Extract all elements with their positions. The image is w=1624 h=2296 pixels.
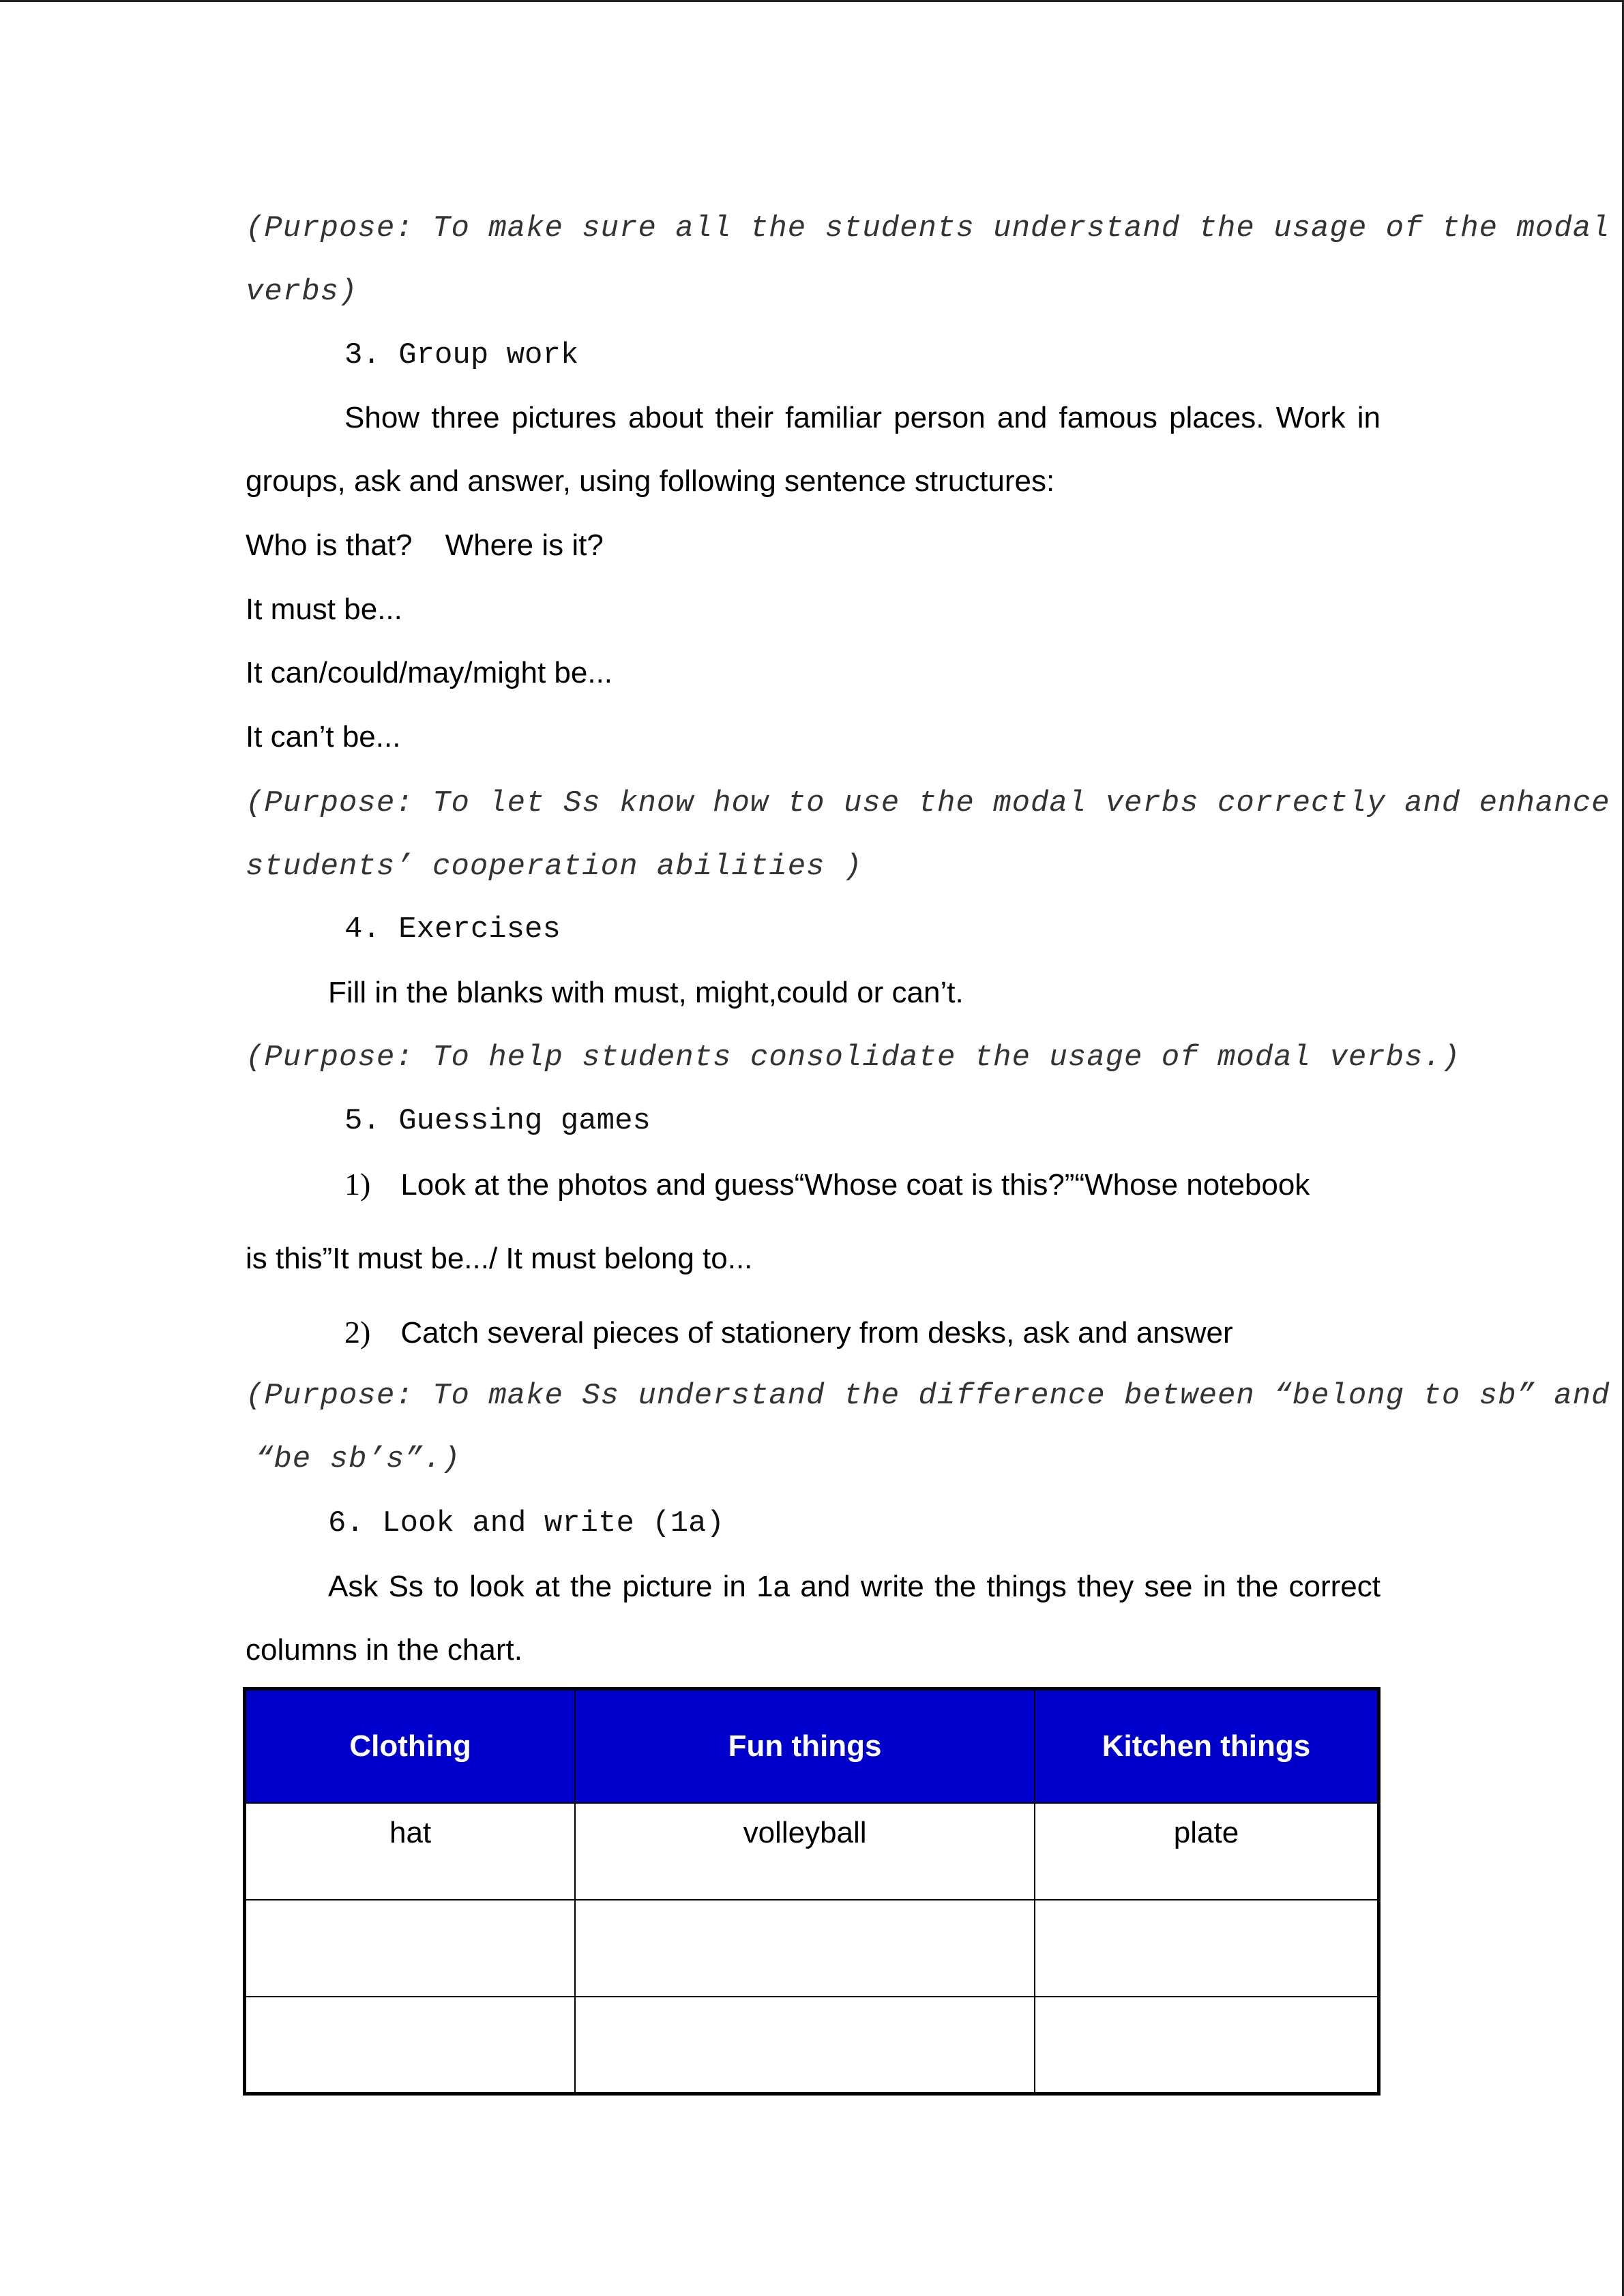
question-where: Where is it? — [445, 528, 604, 562]
section-4-desc: Fill in the blanks with must, might,could or can’t. — [328, 976, 964, 1009]
table-cell — [245, 1900, 576, 1997]
table-cell — [575, 1997, 1035, 2093]
page-top-border — [0, 0, 1624, 2]
header-kitchen-things: Kitchen things — [1035, 1689, 1379, 1804]
section-4-title: Exercises — [398, 912, 561, 946]
section-3-number: 3. — [344, 338, 381, 372]
section-6-desc-line-2: columns in the chart. — [246, 1633, 522, 1667]
section-4-heading — [344, 912, 561, 946]
item-2-number: 2) — [344, 1315, 371, 1350]
section-5-item-1 — [344, 1166, 1381, 1202]
item-2-text: Catch several pieces of stationery from desks, ask and answer — [400, 1316, 1233, 1350]
table-header-row — [245, 1689, 1379, 1804]
purpose-4-line-1: (Purpose: To make Ss understand the difference between “belong to sb” and — [246, 1379, 1610, 1413]
section-4-number: 4. — [344, 912, 381, 946]
table-cell: plate — [1035, 1803, 1379, 1900]
question-who: Who is that? — [246, 528, 413, 562]
table-cell — [1035, 1997, 1379, 2093]
section-5-item-2 — [344, 1314, 1233, 1350]
section-5-item-1-line-2: is this”It must be.../ It must belong to... — [246, 1242, 753, 1275]
structure-can-could: It can/could/may/might be... — [246, 656, 613, 689]
table-cell — [245, 1997, 576, 2093]
section-6-heading — [328, 1506, 724, 1540]
header-clothing: Clothing — [245, 1689, 576, 1804]
section-3-heading — [344, 338, 578, 372]
item-1-text: Look at the photos and guess“Whose coat is this?”“Whose notebook — [400, 1168, 1310, 1202]
purpose-2-line-2: students’ cooperation abilities ) — [246, 850, 863, 884]
header-fun-things: Fun things — [575, 1689, 1035, 1804]
purpose-1-line-2: verbs) — [246, 275, 358, 309]
structure-must: It must be... — [246, 593, 402, 626]
table-cell: volleyball — [575, 1803, 1035, 1900]
section-3-desc-line-1: Show three pictures about their familiar person and famous places. Work in — [344, 401, 1381, 434]
section-6-desc-line-1: Ask Ss to look at the picture in 1a and write the things they see in the correct — [328, 1570, 1381, 1603]
table-cell: hat — [245, 1803, 576, 1900]
section-3-title: Group work — [398, 338, 579, 372]
item-1-number: 1) — [344, 1167, 371, 1202]
table-row — [245, 1803, 1379, 1900]
table-row — [245, 1997, 1379, 2093]
section-6-title: Look and write (1a) — [382, 1506, 724, 1540]
structure-cant: It can’t be... — [246, 720, 401, 754]
table-cell — [1035, 1900, 1379, 1997]
purpose-1-line-1: (Purpose: To make sure all the students understand the usage of the modal — [246, 211, 1610, 245]
things-chart-table — [243, 1687, 1381, 2096]
section-5-number: 5. — [344, 1104, 381, 1138]
table-cell — [575, 1900, 1035, 1997]
section-5-title: Guessing games — [398, 1104, 651, 1138]
section-3-desc-line-2: groups, ask and answer, using following sentence structures: — [246, 464, 1055, 498]
section-5-heading — [344, 1104, 651, 1138]
purpose-4-line-2: “be sb’s”.) — [255, 1442, 461, 1476]
table-row — [245, 1900, 1379, 1997]
purpose-3-line-1: (Purpose: To help students consolidate the usage of modal verbs.) — [246, 1041, 1461, 1075]
section-6-number: 6. — [328, 1506, 364, 1540]
purpose-2-line-1: (Purpose: To let Ss know how to use the modal verbs correctly and enhance — [246, 786, 1610, 820]
section-3-questions — [246, 528, 604, 563]
